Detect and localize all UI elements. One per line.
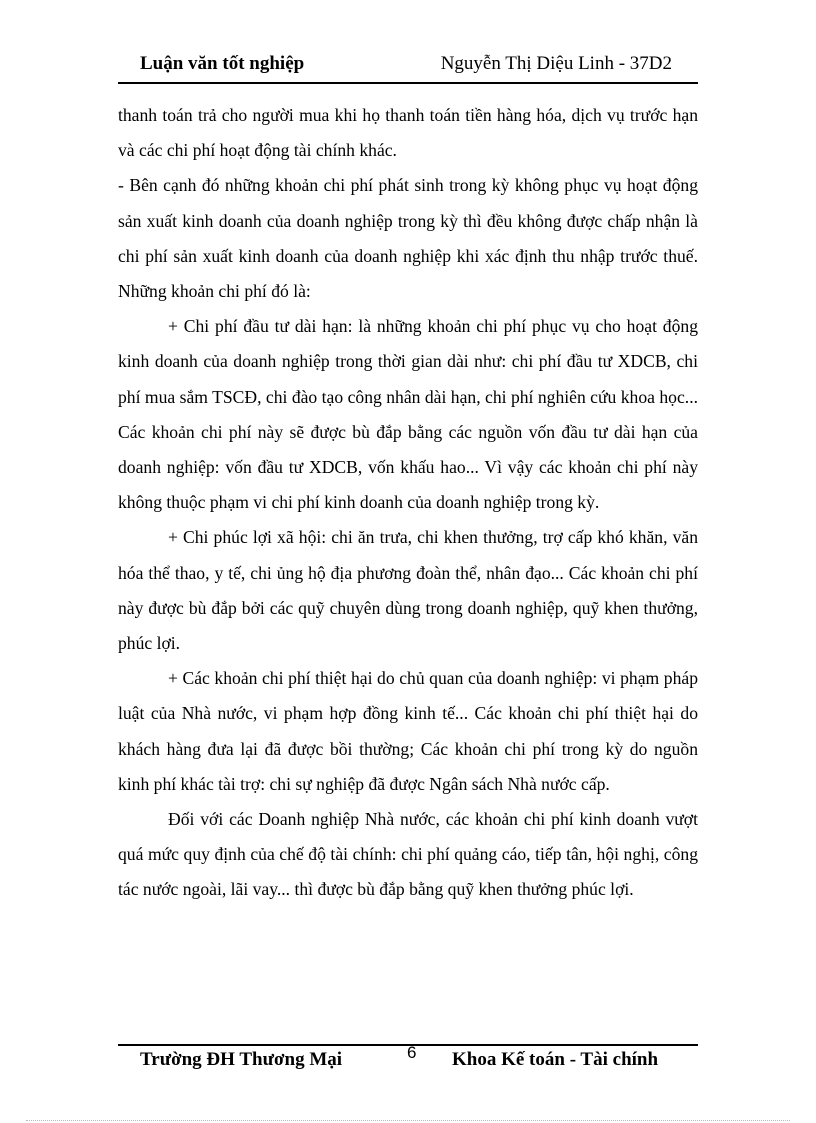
paragraph-4: + Chi phúc lợi xã hội: chi ăn trưa, chi khen thưởng, trợ cấp khó khăn, văn hóa thể thao, y tế, chi ủng hộ địa phương đoàn thể, nhân đạo... Các khoản chi phí này được bù đắp bởi các quỹ chuyên dùng trong doanh nghiệp, quỹ khen thưởng, phúc lợi.	[118, 527, 698, 654]
page-number: 6	[407, 1043, 417, 1062]
header-thesis-title: Luận văn tốt nghiệp	[140, 53, 305, 74]
body-text	[118, 98, 698, 908]
paragraph-1: thanh toán trả cho người mua khi họ thanh toán tiền hàng hóa, dịch vụ trước hạn và các chi phí hoạt động tài chính khác.	[118, 105, 698, 161]
header-author: Nguyễn Thị Diệu Linh - 37D2	[440, 53, 672, 74]
page-header	[118, 52, 698, 84]
paragraph-3: + Chi phí đầu tư dài hạn: là những khoản chi phí phục vụ cho hoạt động kinh doanh của doanh nghiệp trong thời gian dài như: chi phí đầu tư XDCB, chi phí mua sắm TSCĐ, chi đào tạo công nhân dài hạn, chi phí nghiên cứu khoa học... Các khoản chi phí này sẽ được bù đắp bằng các nguồn vốn đầu tư dài hạn của doanh nghiệp: vốn đầu tư XDCB, vốn khấu hao... Vì vậy các khoản chi phí này không thuộc phạm vi chi phí kinh doanh của doanh nghiệp trong kỳ.	[118, 316, 698, 513]
paragraph-2: - Bên cạnh đó những khoản chi phí phát sinh trong kỳ không phục vụ hoạt động sản xuất kinh doanh của doanh nghiệp trong kỳ thì đều không được chấp nhận là chi phí sản xuất kinh doanh của doanh nghiệp khi xác định thu nhập trước thuế. Những khoản chi phí đó là:	[118, 175, 698, 302]
page-bottom-edge	[26, 1120, 790, 1121]
paragraph-5: + Các khoản chi phí thiệt hại do chủ quan của doanh nghiệp: vi phạm pháp luật của Nhà nước, vi phạm hợp đồng kinh tế... Các khoản chi phí thiệt hại do khách hàng đưa lại đã được bồi thường; Các khoản chi phí trong kỳ do nguồn kinh phí khác tài trợ: chi sự nghiệp đã được Ngân sách Nhà nước cấp.	[118, 668, 698, 794]
footer-department: Khoa Kế toán - Tài chính	[452, 1049, 659, 1070]
footer-university: Trường ĐH Thương Mại	[140, 1049, 343, 1070]
paragraph-6: Đối với các Doanh nghiệp Nhà nước, các khoản chi phí kinh doanh vượt quá mức quy định của chế độ tài chính: chi phí quảng cáo, tiếp tân, hội nghị, công tác nước ngoài, lãi vay... thì được bù đắp bằng quỹ khen thưởng phúc lợi.	[118, 809, 698, 900]
